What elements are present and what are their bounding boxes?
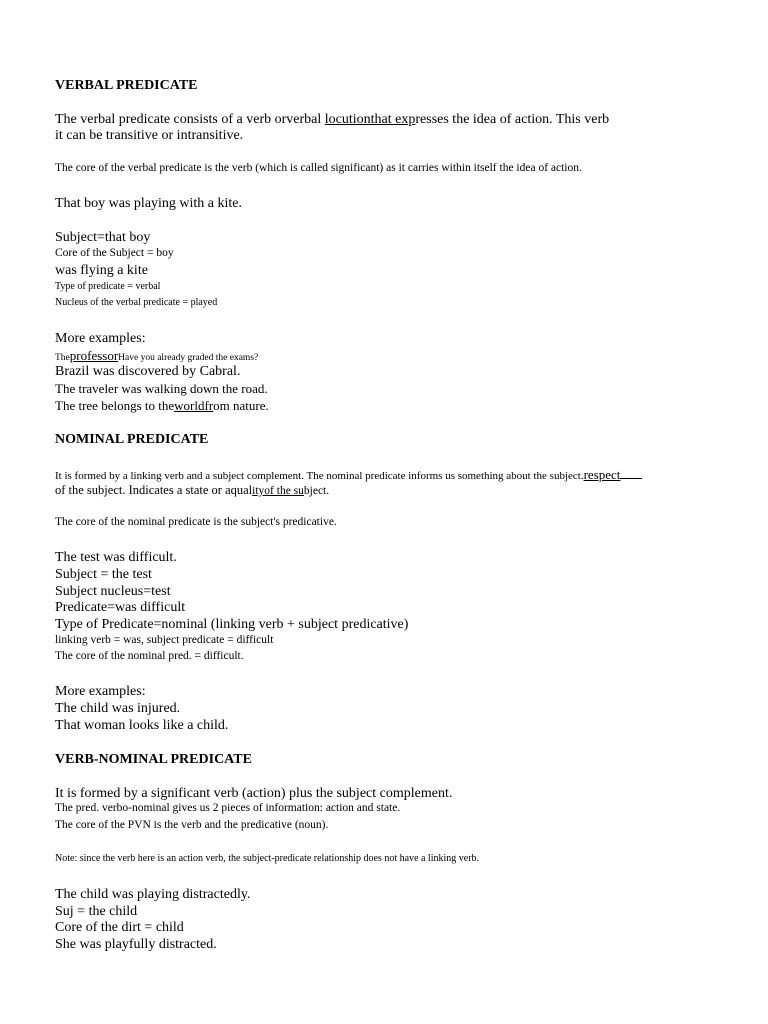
- nominal-paragraph-1-line-1: [55, 467, 642, 482]
- inline-link[interactable]: locutionthat exp: [324, 112, 416, 127]
- text-span: The tree belongs to the: [55, 398, 175, 413]
- verbal-more-examples: More examples:: [55, 331, 146, 346]
- inline-link[interactable]: worldfr: [174, 398, 214, 413]
- verbal-example-sentence: That boy was playing with a kite.: [55, 196, 243, 211]
- nominal-example-6: linking verb = was, subject predicate = difficult: [55, 634, 274, 646]
- verbal-paragraph-2: The core of the verbal predicate is the verb (which is called significant) as it carries within itself the idea of action.: [55, 162, 582, 174]
- inline-link[interactable]: professor: [69, 348, 119, 363]
- nominal-example-2: Subject = the test: [55, 567, 152, 582]
- inline-link[interactable]: ityof the su: [252, 485, 304, 497]
- nominal-more-example-2: That woman looks like a child.: [55, 718, 229, 733]
- text-span: of the subject. Indicates a state or aqual: [55, 483, 253, 497]
- verbal-paragraph-1-line-2: it can be transitive or intransitive.: [55, 128, 244, 143]
- verbnominal-paragraph-3: The core of the PVN is the verb and the predicative (noun).: [55, 819, 329, 831]
- verbal-subject: Subject=that boy: [55, 230, 151, 245]
- verbnominal-paragraph-2: The pred. verbo-nominal gives us 2 pieces of information: action and state.: [55, 802, 401, 814]
- nominal-more-example-1: The child was injured.: [55, 701, 181, 716]
- text-span: It is formed by a linking verb and a subject complement. The nominal predicate informs us something about the subject.: [55, 470, 584, 482]
- verbal-flying: was flying a kite: [55, 263, 148, 278]
- inline-link[interactable]: respect: [583, 467, 621, 482]
- verbnominal-example-2: Suj = the child: [55, 904, 138, 919]
- underline-blank: [620, 467, 642, 479]
- verbnominal-note: Note: since the verb here is an action verb, the subject-predicate relationship does not have a linking verb.: [55, 853, 480, 864]
- verbal-core-subject: Core of the Subject = boy: [55, 247, 174, 259]
- text-span: om nature.: [213, 398, 269, 413]
- verbal-nucleus: Nucleus of the verbal predicate = played: [55, 297, 218, 308]
- nominal-example-4: Predicate=was difficult: [55, 600, 186, 615]
- verbnominal-example-4: She was playfully distracted.: [55, 937, 217, 952]
- verbnominal-example-1: The child was playing distractedly.: [55, 887, 251, 902]
- verbnominal-paragraph-1: It is formed by a significant verb (action) plus the subject complement.: [55, 786, 453, 801]
- verbal-more-example-2: Brazil was discovered by Cabral.: [55, 364, 241, 379]
- nominal-more-examples: More examples:: [55, 684, 146, 699]
- nominal-paragraph-1-line-2: [55, 484, 329, 498]
- nominal-paragraph-2: The core of the nominal predicate is the subject's predicative.: [55, 516, 337, 528]
- heading-verb-nominal-predicate: VERB-NOMINAL PREDICATE: [55, 752, 252, 767]
- nominal-example-5: Type of Predicate=nominal (linking verb + subject predicative): [55, 617, 409, 632]
- verbal-more-example-1: [55, 349, 258, 364]
- text-span: The verbal predicate consists of a verb orverbal: [55, 112, 325, 127]
- text-span: The: [55, 353, 70, 363]
- nominal-example-7: The core of the nominal pred. = difficult.: [55, 650, 244, 662]
- nominal-example-1: The test was difficult.: [55, 550, 177, 565]
- text-span: resses the idea of action. This verb: [415, 112, 610, 127]
- verbnominal-example-3: Core of the dirt = child: [55, 920, 184, 935]
- nominal-example-3: Subject nucleus=test: [55, 584, 171, 599]
- heading-verbal-predicate: VERBAL PREDICATE: [55, 78, 198, 93]
- verbal-paragraph-1-line-1: [55, 113, 609, 127]
- heading-nominal-predicate: NOMINAL PREDICATE: [55, 432, 209, 447]
- text-span: Have you already graded the exams?: [118, 353, 259, 363]
- verbal-more-example-4: [55, 399, 269, 412]
- text-span: bject.: [303, 485, 330, 497]
- verbal-type: Type of predicate = verbal: [55, 281, 161, 292]
- verbal-more-example-3: The traveler was walking down the road.: [55, 381, 268, 396]
